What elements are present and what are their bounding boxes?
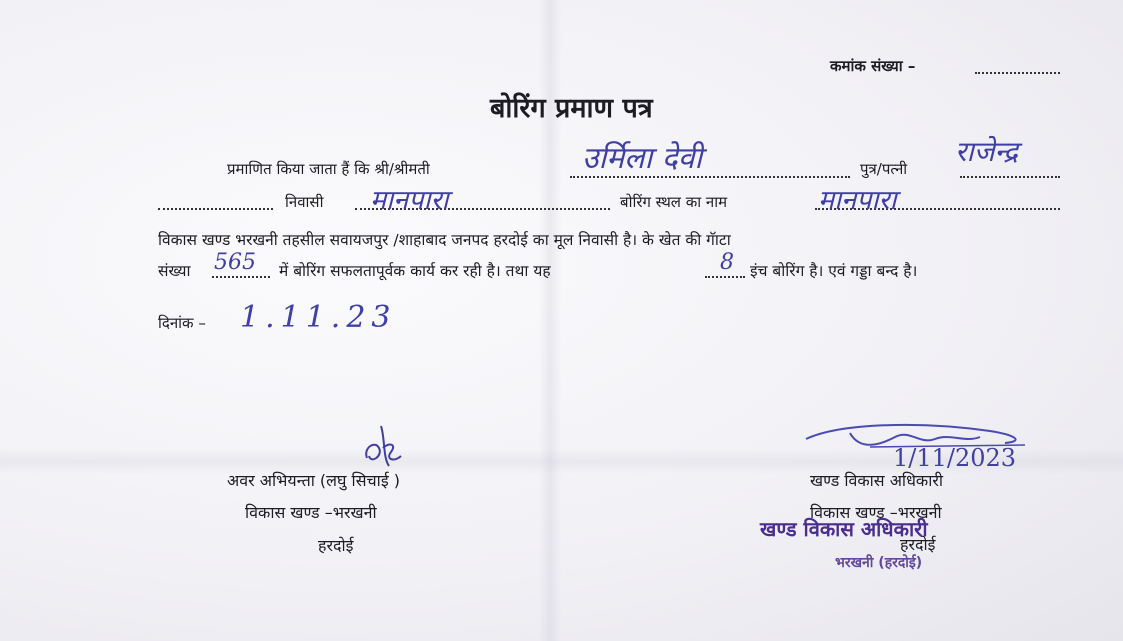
date-handwritten: 1.11.23 — [240, 300, 397, 335]
bdo-stamp-line2: भरखनी (हरदोई) — [835, 555, 923, 571]
relation-blank — [960, 176, 1060, 178]
boring-site-handwritten: मानपारा — [818, 185, 897, 216]
bdo-designation: खण्ड विकास अधिकारी — [810, 471, 944, 490]
address-text: विकास खण्ड भरखनी तहसील सवायजपुर /शाहाबाद जनपद हरदोई का मूल निवासी है। के खेत की गॅाटा — [158, 231, 731, 249]
inch-value-handwritten: 8 — [720, 250, 734, 275]
boring-site-label: बोरिंग स्थल का नाम — [620, 193, 728, 211]
relation-name-handwritten: राजेन्द्र — [955, 135, 1019, 168]
residence-handwritten: मानपारा — [370, 185, 449, 216]
serial-number-label: कमांक संख्या – — [830, 57, 916, 75]
residence-label: निवासी — [285, 193, 324, 211]
gata-number-handwritten: 565 — [214, 250, 256, 275]
bdo-district: हरदोई — [900, 535, 936, 554]
bdo-stamp-line1: खण्ड विकास अधिकारी — [760, 517, 928, 541]
bdo-office: विकास खण्ड –भरखनी — [810, 503, 942, 522]
date-label: दिनांक – — [158, 314, 206, 332]
inch-blank — [705, 276, 745, 278]
gata-number-blank — [212, 276, 270, 278]
junior-engineer-district: हरदोई — [318, 536, 354, 555]
certify-text: प्रमाणित किया जाता हैं कि श्री/श्रीमती — [227, 160, 430, 178]
certificate-title: बोरिंग प्रमाण पत्र — [490, 93, 653, 124]
junior-engineer-office: विकास खण्ड –भरखनी — [245, 503, 377, 522]
beneficiary-name-handwritten: उर्मिला देवी — [582, 141, 703, 176]
serial-number-blank — [975, 72, 1060, 74]
relation-label: पुत्र/पत्नी — [860, 160, 908, 178]
bdo-signature-date: 1/11/2023 — [893, 444, 1017, 472]
gata-number-label: संख्या — [158, 262, 191, 280]
pre-residence-blank — [158, 208, 273, 210]
junior-engineer-designation: अवर अभियन्ता (लघु सिचाई ) — [227, 471, 401, 490]
inch-boring-text: इंच बोरिंग है। एवं गड्डा बन्द है। — [750, 262, 918, 280]
boring-status-text: में बोरिंग सफलतापूर्वक कार्य कर रही है। तथा यह — [279, 262, 551, 280]
